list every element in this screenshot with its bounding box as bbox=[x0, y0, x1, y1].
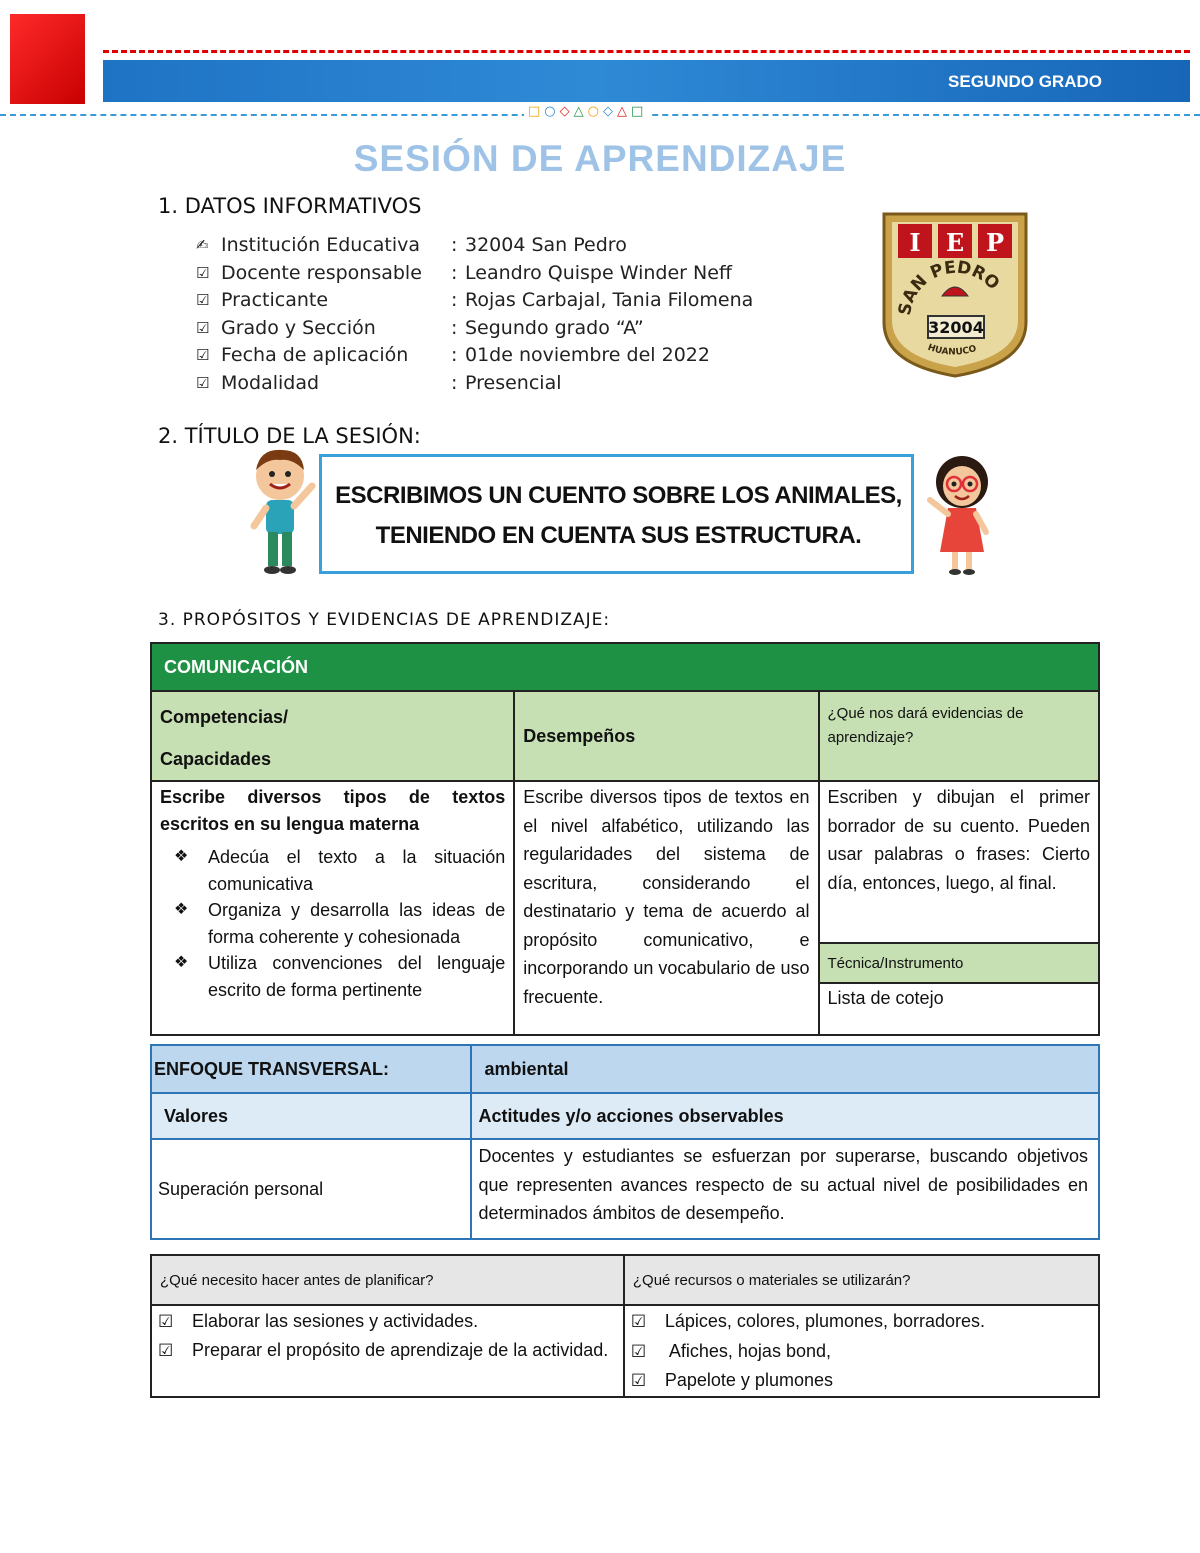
capacidades-list bbox=[160, 844, 505, 1003]
desempenos-header: Desempeños bbox=[514, 691, 818, 781]
info-list bbox=[196, 232, 753, 397]
item-text: Afiches, hojas bond, bbox=[664, 1340, 831, 1361]
item-text: Preparar el propósito de aprendizaje de la actividad. bbox=[192, 1339, 609, 1360]
grade-label: SEGUNDO GRADO bbox=[948, 72, 1102, 91]
tecnica-cell: Lista de cotejo bbox=[819, 983, 1100, 1035]
info-label: Institución Educativa bbox=[221, 234, 421, 256]
section-2-heading: 2. TÍTULO DE LA SESIÓN: bbox=[158, 424, 421, 448]
info-value: Leandro Quispe Winder Neff bbox=[465, 261, 732, 284]
diamond-bullet-icon: ❖ bbox=[174, 848, 189, 865]
header-text: Competencias/ bbox=[160, 707, 289, 727]
list-item bbox=[160, 897, 505, 950]
triangle-icon: △ bbox=[616, 104, 631, 119]
logo-letter: P bbox=[985, 228, 1005, 257]
checkbox-icon: ☑ bbox=[196, 263, 210, 282]
table-row bbox=[151, 781, 1099, 943]
capacidad-text: Organiza y desarrolla las ideas de forma coherente y cohesionada bbox=[208, 900, 506, 947]
table-row bbox=[151, 643, 1099, 691]
info-label: Fecha de aplicación bbox=[221, 344, 409, 366]
info-label: Grado y Sección bbox=[221, 316, 376, 339]
logo-city: HUANUCO bbox=[926, 342, 978, 358]
info-row: ☑ Practicante : Rojas Carbajal, Tania Filomena bbox=[196, 287, 753, 315]
info-value: Presencial bbox=[465, 371, 562, 394]
list-item bbox=[631, 1307, 1098, 1337]
evidencia-cell: Escriben y dibujan el primer borrador de su cuento. Pueden usar palabras o frases: Cierto día, entonces, luego, al final. bbox=[819, 781, 1100, 943]
checkbox-icon: ☑ bbox=[196, 291, 210, 309]
cross-cutting-approach-table bbox=[150, 1044, 1100, 1240]
session-title bbox=[321, 476, 916, 556]
session-title-line: ESCRIBIMOS UN CUENTO SOBRE LOS ANIMALES, bbox=[335, 482, 902, 509]
table-row bbox=[151, 1093, 1099, 1139]
desempeno-cell: Escribe diversos tipos de textos en el nivel alfabético, utilizando las regularidades del sistema de escritura, considerando el destinatario y tema de acuerdo al propósito comunicativo, e incorporando un vocabulario de uso frecuente. bbox=[514, 781, 818, 1035]
girl-illustration bbox=[922, 452, 998, 578]
list-item bbox=[631, 1337, 1098, 1367]
decorative-shapes bbox=[524, 104, 651, 119]
square-icon: □ bbox=[630, 104, 648, 119]
info-row: ☑ Docente responsable : Leandro Quispe Winder Neff bbox=[196, 260, 753, 288]
competencia-text: Escribe diversos tipos de textos escritos en su lengua materna bbox=[160, 787, 506, 834]
header-text: Capacidades bbox=[160, 749, 272, 769]
list-item bbox=[160, 950, 505, 1003]
logo-school-name: SAN PEDRO bbox=[894, 257, 1004, 317]
diamond-bullet-icon: ❖ bbox=[174, 954, 189, 971]
planning-right-cell bbox=[624, 1305, 1099, 1397]
session-title-line: TENIENDO EN CUENTA SUS ESTRUCTURA. bbox=[375, 522, 862, 549]
header-red-block bbox=[10, 14, 85, 104]
learning-purposes-table bbox=[150, 642, 1100, 1036]
checkbox-icon: ☑ bbox=[630, 1371, 647, 1390]
diamond-bullet-icon: ❖ bbox=[174, 901, 189, 918]
valor-cell: Superación personal bbox=[151, 1139, 471, 1239]
logo-number: 32004 bbox=[928, 318, 984, 337]
header-red-dashed-line bbox=[103, 50, 1190, 53]
evidencias-header: ¿Qué nos dará evidencias de aprendizaje? bbox=[819, 691, 1100, 781]
table-row bbox=[151, 1255, 1099, 1305]
capacidad-text: Adecúa el texto a la situación comunicativa bbox=[208, 847, 506, 894]
info-row: ☑ Grado y Sección : Segundo grado “A” bbox=[196, 315, 753, 343]
valores-header: Valores bbox=[151, 1093, 471, 1139]
capacidad-text: Utiliza convenciones del lenguaje escrito de forma pertinente bbox=[208, 953, 506, 1000]
section-3-heading: 3. PROPÓSITOS Y EVIDENCIAS DE APRENDIZAJE: bbox=[158, 610, 611, 630]
tecnica-header: Técnica/Instrumento bbox=[819, 943, 1100, 983]
info-value: 32004 San Pedro bbox=[465, 234, 627, 256]
section-1-heading: 1. DATOS INFORMATIVOS bbox=[158, 194, 422, 218]
info-label: Modalidad bbox=[221, 371, 320, 394]
competencia-cell bbox=[151, 781, 514, 1035]
info-value: 01de noviembre del 2022 bbox=[465, 344, 710, 366]
item-text: Elaborar las sesiones y actividades. bbox=[192, 1311, 479, 1331]
list-item bbox=[158, 1307, 623, 1337]
logo-letter: I bbox=[909, 228, 921, 257]
table-row bbox=[151, 691, 1099, 781]
checkbox-icon: ☑ bbox=[158, 1312, 174, 1331]
info-row: ☑ Modalidad : Presencial bbox=[196, 370, 753, 398]
diamond-icon: ◇ bbox=[559, 104, 574, 119]
boy-illustration bbox=[240, 446, 320, 578]
checkbox-icon: ☑ bbox=[630, 1312, 647, 1331]
area-header: COMUNICACIÓN bbox=[151, 643, 1099, 691]
list-item bbox=[160, 844, 505, 897]
actitud-cell: Docentes y estudiantes se esfuerzan por superarse, buscando objetivos que representen avances respecto de su actual nivel de posibilidades en determinados ámbitos de desempeño. bbox=[471, 1139, 1099, 1239]
planning-table bbox=[150, 1254, 1100, 1398]
checkbox-icon: ☑ bbox=[630, 1341, 647, 1361]
table-row bbox=[151, 1305, 1099, 1397]
info-label: Practicante bbox=[221, 289, 329, 311]
circle-icon: ○ bbox=[544, 104, 560, 119]
checkbox-icon: ☑ bbox=[196, 318, 210, 337]
checkbox-icon: ☑ bbox=[196, 373, 210, 392]
info-value: Rojas Carbajal, Tania Filomena bbox=[465, 289, 754, 311]
checkbox-icon: ☑ bbox=[158, 1340, 174, 1360]
actitudes-header: Actitudes y/o acciones observables bbox=[471, 1093, 1099, 1139]
info-row: ☑ Fecha de aplicación : 01de noviembre del 2022 bbox=[196, 342, 753, 370]
triangle-icon: △ bbox=[573, 104, 588, 119]
school-logo bbox=[880, 204, 1030, 380]
planning-right-header: ¿Qué recursos o materiales se utilizarán? bbox=[624, 1255, 1099, 1305]
item-text: Papelote y plumones bbox=[664, 1370, 833, 1390]
page-title: SESIÓN DE APRENDIZAJE bbox=[353, 138, 847, 179]
pen-icon: ✍ bbox=[196, 236, 209, 254]
circle-icon: ○ bbox=[587, 104, 603, 119]
table-row bbox=[151, 1139, 1099, 1239]
info-row: ✍ Institución Educativa : 32004 San Pedro bbox=[196, 232, 753, 260]
info-value: Segundo grado “A” bbox=[465, 316, 644, 339]
info-label: Docente responsable bbox=[221, 261, 422, 284]
table-row bbox=[151, 1045, 1099, 1093]
square-icon: □ bbox=[528, 104, 545, 119]
planning-left-header: ¿Qué necesito hacer antes de planificar? bbox=[151, 1255, 624, 1305]
checkbox-icon: ☑ bbox=[196, 346, 210, 364]
list-item bbox=[158, 1337, 623, 1364]
enfoque-header: ENFOQUE TRANSVERSAL: bbox=[151, 1045, 471, 1093]
logo-letter: E bbox=[945, 228, 965, 257]
list-item bbox=[631, 1366, 1098, 1396]
competencias-header bbox=[151, 691, 514, 781]
item-text: Lápices, colores, plumones, borradores. bbox=[664, 1311, 986, 1331]
diamond-icon: ◇ bbox=[602, 104, 617, 119]
enfoque-value: ambiental bbox=[471, 1045, 1099, 1093]
planning-left-cell bbox=[151, 1305, 624, 1397]
